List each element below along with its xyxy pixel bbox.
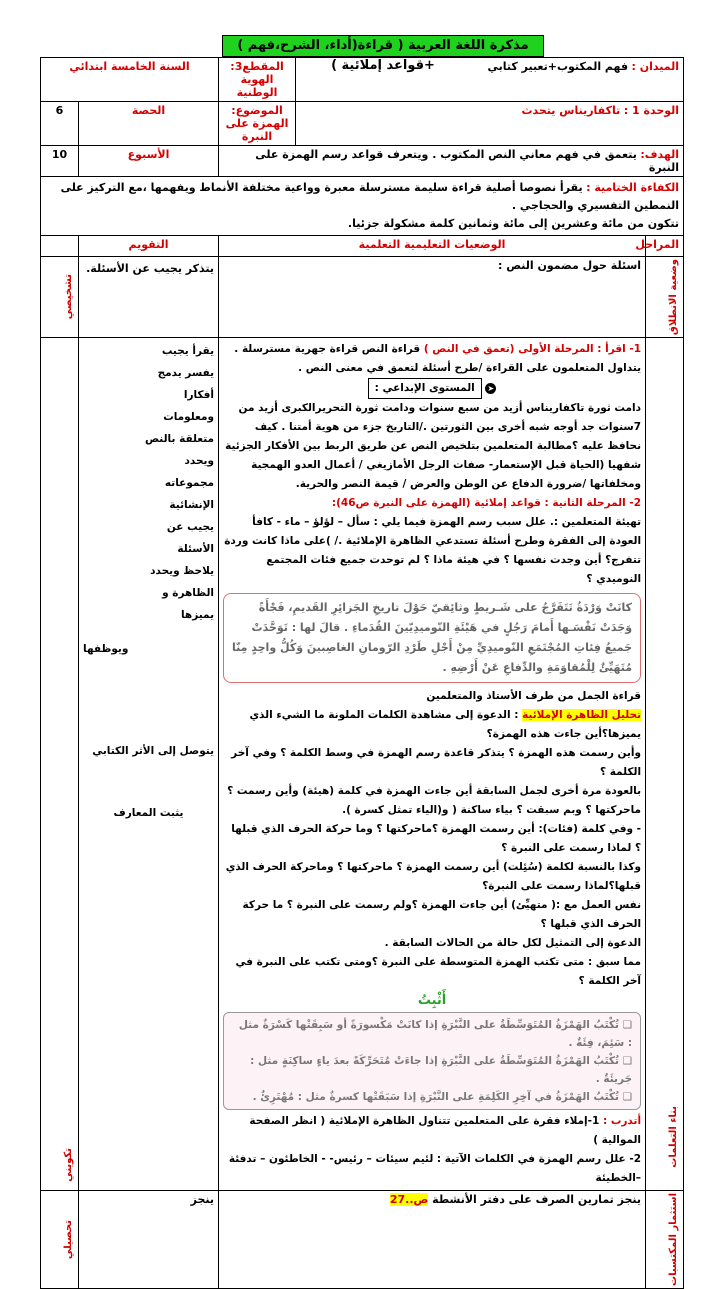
p1-line (223, 340, 641, 378)
eval-item-4: متعلقة بالنص (144, 433, 215, 446)
line-1: بالعودة مرة أخرى لجمل السابقة أين جاءت الهمزة في كلمة (هيئة) وأين رسمت ؟ماحركتها ؟ وبم سبقت ؟ بياء ساكنة ( و(الياء تمثل كسرة ). (227, 785, 642, 817)
invest-content: ينجز تمارين الصرف على دفتر الأنشطة (432, 1193, 642, 1207)
week-value: 10 (51, 148, 68, 161)
line-4: نفس العمل مع :( متهيِّئ) أين جاءت الهمزة ؟ولم رسمت على النبرة ؟ ما حركة الحرف الذي قبلها ؟ (242, 899, 642, 931)
goal-cell (219, 146, 684, 177)
invest-content-cell (219, 1191, 646, 1289)
exercise-1-text: 1-إملاء فقرة على المتعلمين تتناول الظاهرة الإملائية ( انظر الصفحة الموالية ) (249, 1115, 642, 1147)
p1-deep: (تعمق في النص ) (423, 343, 515, 356)
eval-use: ويوظفها (83, 643, 129, 656)
line-2: - وفي كلمة (فئات): أين رسمت الهمزة ؟ماحركتها ؟ وما حركة الحرف الذي قبلها ؟ لماذا رسمت على النبرة ؟ (231, 823, 642, 855)
level-title: المستوى الإبداعي : (368, 378, 482, 399)
p1-num: 1- (629, 343, 642, 356)
confirm-title: أَثْبِتُ (417, 993, 447, 1009)
invest-eval-cell (79, 1191, 219, 1289)
launch-eval-cell (79, 257, 219, 338)
build-eval-cell (79, 338, 219, 1191)
launch-eval: يتذكر يجيب عن الأسئلة. (86, 262, 215, 275)
stages-header (635, 236, 684, 257)
launch-content-cell (219, 257, 646, 338)
session-label: الحصة (131, 104, 166, 117)
rule-1-text: تُكْتَبُ الهَمْزَةُ المُتَوَسِّطَةُ على النَّبْرَةِ إذا جاءَتْ مُتَحَرِّكَةً بعدَ ياءٍ ساكِنَةٍ مثل : جَريئَةٌ . (250, 1055, 633, 1086)
rule-2-text: تُكْتَبُ الهَمْزَةُ في آخِرِ الكَلِمَةِ على النَّبْرَةِ إذا سَبَقَتْها كسرةٌ مثل : مُهْتَرِئٌ . (252, 1091, 619, 1104)
field-label: الميدان : (631, 60, 680, 73)
segment-cell (219, 58, 296, 102)
p1-body: دامت ثورة تاكفاريناس أزيد من سبع سنوات ودامت ثورة التحريرالكبرى أزيد من 7سنوات جد أوجه شبه أخرى بين الثورتين ./التاريخ جزء من هوية أمتنا . كيف نحافظ عليه ؟مطالبة المتعلمين بتلخيص النص عن طريق الربط بين الأفكار الجزئية شفهيا (الحياة قبل الإستعمار- صفات الرجل الأمازيغي / أعمال العدو الهمجية ومخلفاتها /ضرورة الدفاع عن الوطن والعرض / قيمة النصر والحرية. (225, 402, 642, 491)
competence-row (41, 177, 684, 236)
evaluation-header (79, 236, 219, 257)
session-label-cell (79, 102, 219, 146)
line-6: مما سبق : متى تكتب الهمزة المتوسطة على النبرة ؟ومتى تكتب على النبرة في آخر الكلمة ؟ (235, 956, 642, 988)
situations-header-text: الوضعيات التعليمية التعلمية (358, 238, 506, 251)
year-label: السنة الخامسة ابتدائي (69, 60, 190, 73)
analysis-label: تحليل الظاهرة الإملائية (522, 709, 642, 722)
situations-header (219, 236, 646, 257)
line-3: وكذا بالنسبة لكلمة (سُئِلت) أين رسمت الهمزة ؟ ماحركتها ؟ وماحركة الحرف الذي قبلها؟لماذا رسمت على النبرة؟ (225, 861, 642, 893)
lesson-table (40, 57, 684, 1289)
unit-value: تاكفاريناس يتحدث (521, 104, 621, 117)
exercise-2: 2- علل رسم الهمزة في الكلمات الآتية : لئيم سيئات – رئيس- - الخاطئون – تدفئة –الخطيئة (228, 1153, 642, 1185)
exercise-label: أتدرب : (602, 1115, 642, 1128)
text-excerpt: كانَتْ وَرْدَةُ تَتَفَرَّجُ على شَـريطٍ وثائِقيّ حَوْلَ تاريخِ الجَزائِرِ القَديمِ، فَجْأَةً وَجَدَتْ نَفْسَـها أَمامَ رَجُلٍ في هَيْئَةِ النّوميدِيّينَ القُدَماءِ . قالَ لها : تَوَحَّدَتْ جَميعُ فِئاتِ المُجْتَمَعِ النّوميدِيِّ مِنْ أَجْلِ طَرْدِ الرّومانِ الغاصِبينَ وَكُلُّ واحِدٍ مِنّا مُتَهَيِّئٌ لِلْمُقاوَمَةِ والدِّفاعِ عَنْ أَرْضِهِ . (223, 593, 641, 683)
stages-header-text: المراحل (635, 238, 680, 251)
build-stage-cell (646, 338, 684, 1191)
launch-stage: وضعية الانطلاق (668, 259, 680, 336)
evaluation-type-header (41, 236, 79, 257)
analysis-text: : الدعوة إلى مشاهدة الكلمات الملونة ما الشيء الذي يميزها؟أين جاءت هذه الهمزة؟ (249, 709, 642, 741)
rule-0: ❑ تُكْتَبُ الهَمْزَةُ المُتَوَسِّطَةُ على النَّبْرَةِ إذا كانَتْ مَكْسورَةً أو سَبِقَتْها كَسْرَةٌ مثل : سَئِمَ، فِئَةٌ . (238, 1019, 633, 1050)
eval-item-8: يجيب عن (166, 521, 215, 534)
goal-value: يتعمق في فهم معاني النص المكتوب . ويتعرف قواعد رسم الهمزة على النبرة (255, 148, 680, 174)
launch-type-cell (41, 257, 79, 338)
line-0: وأين رسمت هذه الهمزة ؟ يتذكر قاعدة رسم الهمزة في وسط الكلمة ؟ وفي آخر الكلمة ؟ (231, 747, 642, 779)
invest-stage-cell (646, 1191, 684, 1289)
header-row-3 (41, 146, 684, 177)
build-content-cell (219, 338, 646, 1191)
field-value: فهم المكتوب+تعبير كتابي (487, 60, 629, 73)
invest-stage: استثمار المكتسبات (668, 1193, 680, 1287)
unit-label: الوحدة 1 : (623, 104, 680, 117)
launch-content: اسئلة حول مضمون النص : (498, 259, 642, 272)
session-value: 6 (55, 104, 64, 117)
read-line: قراءة الجمل من طرف الأستاذ والمتعلمين (426, 690, 642, 703)
goal-label: الهدف: (640, 148, 680, 161)
invest-page: ص..27 (389, 1193, 429, 1207)
p1-stage: المرحلة الأولى (518, 343, 594, 356)
year-cell (41, 58, 219, 102)
level-line (223, 378, 641, 399)
p2-intro: تهيئة المتعلمين :. علل سبب رسم الهمزة فيما يلي : سأل – لؤلؤ – ماء - كافأ (252, 516, 642, 529)
invest-row (41, 1191, 684, 1289)
invest-eval: ينجز (190, 1193, 215, 1207)
page-title: مذكرة اللغة العربية ( قراءة(أداء، الشرح،فهم ) +قواعد إملائية ) (222, 35, 544, 57)
eval-item-7: الإنشائية (169, 499, 215, 512)
header-row-2 (41, 102, 684, 146)
eval-item-11: الظاهرة و (162, 587, 215, 600)
rule-0-text: تُكْتَبُ الهَمْزَةُ المُتَوَسِّطَةُ على النَّبْرَةِ إذا كانَتْ مَكْسورَةً أو سَبِقَتْها كَسْرَةٌ مثل : سَئِمَ، فِئَةٌ . (238, 1019, 633, 1050)
topic-label: الموضوع: (231, 104, 283, 117)
exercise-1 (223, 1112, 641, 1150)
eval-item-6: مجموعاته (164, 477, 215, 490)
p1-text: قراءة النص قراءة جهرية مسترسلة . يتداول المتعلمون على القراءة /طرح أسئلة لتعمق في معنى النص . (234, 343, 642, 375)
eval-item-9: الأسئلة (177, 543, 215, 556)
build-row (41, 338, 684, 1191)
eval-item-1: يفسر يدمج (157, 367, 215, 380)
session-value-cell (41, 102, 79, 146)
eval-item-10: يلاحظ ويحدد (150, 565, 215, 578)
build-stage: بناء التعلمات (668, 1106, 680, 1169)
eval-item-0: يقرأ يجيب (161, 345, 215, 358)
segment-label: المقطع3: (230, 60, 284, 73)
analysis-line (223, 706, 641, 744)
competence-label: الكفاءة الختامية : (586, 181, 680, 194)
eval-item-12: يميزها (180, 609, 215, 622)
rule-2: ❑ تُكْتَبُ الهَمْزَةُ في آخِرِ الكَلِمَةِ على النَّبْرَةِ إذا سَبَقَتْها كسرةٌ مثل : مُهْتَرِئٌ . (252, 1091, 633, 1104)
launch-type: تشخيصي (63, 274, 75, 320)
header-row-1 (41, 58, 684, 102)
line-5: الدعوة إلى التمثيل لكل حالة من الحالات السابقة . (384, 937, 642, 950)
eval-trace: يتوصل إلى الأثر الكتابي (92, 745, 215, 758)
build-type: تكويني (63, 1148, 75, 1183)
topic-cell (219, 102, 296, 146)
eval-item-3: ومعلومات (163, 411, 215, 424)
rules-box (223, 1012, 641, 1110)
unit-cell (296, 102, 684, 146)
p1-read: اقرأ : (597, 343, 626, 356)
eval-item-5: ويحدد (184, 455, 215, 468)
arrow-circle-icon: ➤ (485, 383, 496, 394)
segment-value: الهوية الوطنية (236, 73, 278, 99)
launch-stage-cell (646, 257, 684, 338)
week-value-cell (41, 146, 79, 177)
evaluation-header-text: التقويم (128, 238, 169, 251)
launch-row (41, 257, 684, 338)
field-cell (296, 58, 684, 102)
eval-fix: يثبت المعارف (113, 807, 184, 820)
p2-title: 2- المرحلة الثانية : قواعد إملائية (الهمزة على النبرة ص46): (331, 497, 642, 510)
topic-value: الهمزة على النبرة (225, 117, 289, 143)
build-type-cell (41, 338, 79, 1191)
invest-type-cell (41, 1191, 79, 1289)
rule-1: ❑ تُكْتَبُ الهَمْزَةُ المُتَوَسِّطَةُ على النَّبْرَةِ إذا جاءَتْ مُتَحَرِّكَةً بعدَ ياءٍ ساكِنَةٍ مثل : جَريئَةٌ . (250, 1055, 633, 1086)
eval-item-2: أفكارا (183, 389, 215, 402)
competence-cell (41, 177, 684, 236)
invest-type: تحصيلي (63, 1219, 75, 1260)
p2-question: العودة إلى الفقرة وطرح أسئلة تستدعي الظاهرة الإملائية ./ )على ماذا كانت وردة تتفرج؟ أين وجدت نفسها ؟ في هيئة ماذا ؟ لم توحدت جميع فئات المجتمع النوميدي ؟ (224, 535, 642, 586)
competence-value-2: تتكون من مائة وعشرين إلى مائة وثمانين كلمة مشكولة جزئيا. (347, 217, 680, 230)
week-label: الأسبوع (127, 148, 170, 161)
competence-value: يقرأ نصوصا أصلية قراءة سليمة مسترسلة معبرة وواعية مختلفة الأنماط ويفهمها ،مع التركيز على النمطين التفسيري والحجاجي . (60, 181, 680, 212)
week-label-cell (79, 146, 219, 177)
columns-header-row (41, 236, 684, 257)
